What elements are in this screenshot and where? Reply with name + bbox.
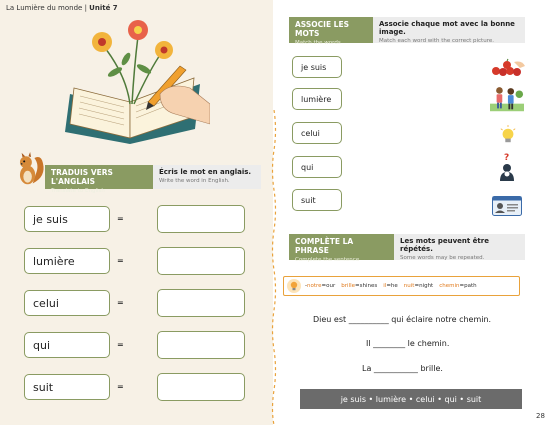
lightbulb-image[interactable] — [499, 124, 517, 146]
lightbulb-icon — [287, 279, 301, 293]
vocab-fr-2: brille — [341, 283, 356, 289]
match-word-4[interactable]: qui — [292, 156, 342, 178]
translate-answer-5[interactable] — [157, 373, 245, 401]
sentence-2[interactable]: Il ________ le chemin. — [366, 339, 450, 348]
translate-word-4: qui — [24, 332, 110, 358]
translate-section-title — [45, 165, 153, 194]
word-bank: je suis • lumière • celui • qui • suit — [300, 389, 522, 409]
translate-answer-1[interactable] — [157, 205, 245, 233]
svg-text:?: ? — [504, 153, 510, 163]
id-card-image[interactable] — [492, 196, 522, 216]
translate-word-5: suit — [24, 374, 110, 400]
match-word-5[interactable]: suit — [292, 189, 342, 211]
apples-hand-image[interactable] — [490, 58, 526, 78]
translate-word-2: lumière — [24, 248, 110, 274]
vocab-eq-2: = — [355, 283, 360, 289]
header-separator: | — [82, 4, 90, 12]
page-header — [6, 4, 118, 12]
complete-instruction-en: Some words may be repeated. — [400, 255, 485, 261]
vocab-fr-3: il — [383, 283, 387, 289]
vocab-eq-5: = — [459, 283, 465, 289]
translate-answer-3[interactable] — [157, 289, 245, 317]
match-word-3[interactable]: celui — [292, 122, 342, 144]
vocab-en-4: night — [419, 283, 434, 289]
squirrel-icon — [14, 148, 48, 190]
translate-title: TRADUIS VERS L'ANGLAIS — [51, 168, 113, 186]
complete-section-title — [289, 234, 394, 263]
vocab-en-2: shines — [359, 283, 378, 289]
vocab-fr-5: chemin — [439, 283, 460, 289]
equals-sign-5: = — [117, 382, 124, 391]
vocab-fr-4: nuit — [403, 283, 415, 289]
book-flowers-illustration — [60, 14, 210, 146]
complete-instructions — [394, 234, 525, 260]
translate-word-1: je suis — [24, 206, 110, 232]
match-instruction-fr: Associe chaque mot avec la bonne image. — [379, 20, 515, 36]
match-subtitle: Match the words — [295, 40, 341, 46]
complete-instruction-fr: Les mots peuvent être répétés. — [400, 237, 489, 253]
book-title: La Lumière du monde — [6, 4, 83, 12]
equals-sign-2: = — [117, 256, 124, 265]
translate-answer-4[interactable] — [157, 331, 245, 359]
sentence-3[interactable]: La ___________ brille. — [362, 364, 443, 373]
translate-instruction-en: Write the word in English. — [159, 178, 230, 184]
equals-sign-3: = — [117, 298, 124, 307]
translate-answer-2[interactable] — [157, 247, 245, 275]
sentence-1[interactable]: Dieu est __________ qui éclaire notre chemin. — [313, 315, 492, 324]
vocab-eq-1: = — [321, 283, 327, 289]
match-instruction-en: Match each word with the correct picture. — [379, 38, 494, 44]
question-person-image[interactable] — [497, 152, 517, 182]
vocab-eq-4: = — [414, 283, 420, 289]
complete-subtitle: Complete the sentence — [295, 257, 360, 263]
equals-sign-4: = — [117, 340, 124, 349]
equals-sign-1: = — [117, 214, 124, 223]
match-instructions — [373, 17, 525, 43]
match-title: ASSOCIE LES MOTS — [295, 20, 349, 38]
complete-title: COMPLÈTE LA PHRASE — [295, 237, 354, 255]
vocab-en-3: he — [390, 283, 398, 289]
unit-label: Unité 7 — [89, 4, 118, 12]
vocab-en-1: our — [326, 283, 336, 289]
vocab-en-5: path — [464, 283, 477, 289]
translate-subtitle: Translate to English — [51, 188, 105, 194]
vocab-hint-box — [283, 276, 520, 296]
vocab-eq-3: = — [386, 283, 391, 289]
page-gutter-divider — [271, 110, 277, 425]
page-number: 28 — [536, 412, 545, 420]
vocab-dash: - — [305, 283, 307, 289]
translate-instructions — [153, 165, 261, 189]
children-walking-image[interactable] — [490, 84, 524, 112]
vocab-fr-1: notre — [307, 283, 322, 289]
match-word-2[interactable]: lumière — [292, 88, 342, 110]
match-word-1[interactable]: je suis — [292, 56, 342, 78]
translate-instruction-fr: Écris le mot en anglais. — [159, 168, 252, 176]
translate-word-3: celui — [24, 290, 110, 316]
match-section-title — [289, 17, 373, 46]
